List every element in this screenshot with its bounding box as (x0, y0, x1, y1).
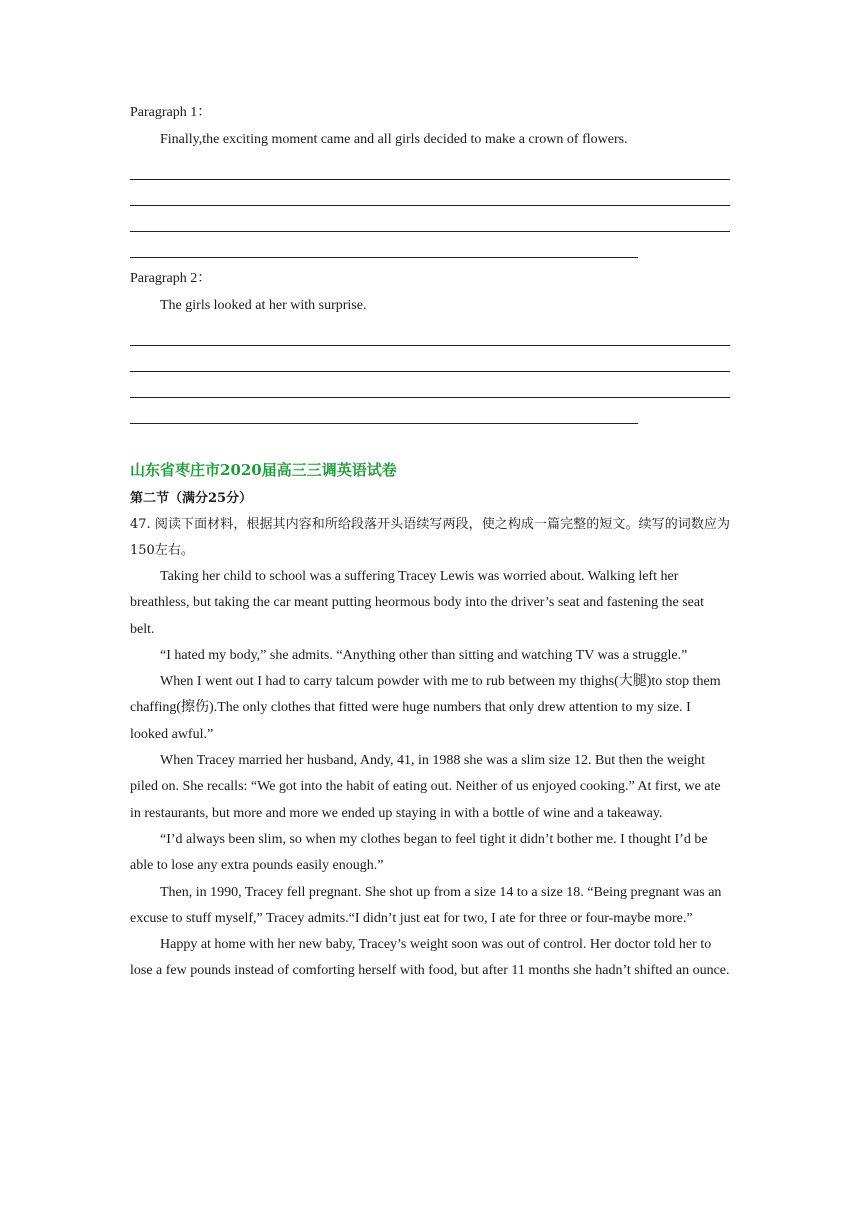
answer-line[interactable] (130, 372, 730, 398)
paragraph-2-block (130, 266, 730, 424)
paragraph-1-label: Paragraph 1： (130, 105, 212, 120)
paragraph-2-label: Paragraph 2： (130, 271, 212, 286)
paragraph-1-block (130, 100, 730, 258)
section-title: 山东省枣庄市2020届高三三调英语试卷 (130, 461, 397, 479)
passage-paragraph: Happy at home with her new baby, Tracey’s weight soon was out of control. Her doctor told her to lose a few pounds instead of comforting herself with food, but after 11 months she hadn’t shifted an ounce. (130, 937, 730, 979)
passage-paragraph: When I went out I had to carry talcum powder with me to rub between my thighs(大腿)to stop them chaffing(擦伤).The only clothes that fitted were huge numbers that only drew attention to my size. I looked awful.” (130, 674, 721, 742)
answer-line[interactable] (130, 346, 730, 372)
exam-page (130, 100, 730, 985)
paragraph-1-opening: Finally,the exciting moment came and all girls decided to make a crown of flowers. (160, 132, 628, 147)
answer-line[interactable] (130, 320, 730, 346)
subsection-heading: 第二节（满分25分） (130, 491, 253, 506)
answer-line[interactable] (130, 232, 638, 258)
passage-paragraph: When Tracey married her husband, Andy, 41, in 1988 she was a slim size 12. But then the weight piled on. She recalls: “We got into the habit of eating out. Neither of us enjoyed cooking.” At first, we ate in restaurants, but more and more we ended up staying in with a bottle of wine and a takeaway. (130, 753, 721, 821)
question-instruction: 47. 阅读下面材料，根据其内容和所给段落开头语续写两段，使之构成一篇完整的短文。续写的词数应为150左右。 (130, 517, 730, 558)
paragraph-2-answer-lines (130, 320, 730, 424)
passage-paragraph: “I hated my body,” she admits. “Anything other than sitting and watching TV was a struggle.” (160, 647, 688, 663)
paragraph-2-opening: The girls looked at her with surprise. (160, 298, 367, 313)
answer-line[interactable] (130, 206, 730, 232)
passage-paragraph: “I’d always been slim, so when my clothes began to feel tight it didn’t bother me. I thought I’d be able to lose any extra pounds easily enough.” (130, 831, 708, 874)
passage-paragraph: Taking her child to school was a suffering Tracey Lewis was worried about. Walking left her breathless, but taking the car meant putting heormous body into the driver’s seat and fastening the seat belt. (130, 569, 704, 637)
answer-line[interactable] (130, 398, 638, 424)
passage-paragraph: Then, in 1990, Tracey fell pregnant. She shot up from a size 14 to a size 18. “Being pregnant was an excuse to stuff myself,” Tracey admits.“I didn’t just eat for two, I ate for three or four-maybe more.” (130, 884, 722, 926)
paragraph-1-answer-lines (130, 154, 730, 258)
answer-line[interactable] (130, 154, 730, 180)
answer-line[interactable] (130, 180, 730, 206)
reading-passage (130, 564, 730, 985)
